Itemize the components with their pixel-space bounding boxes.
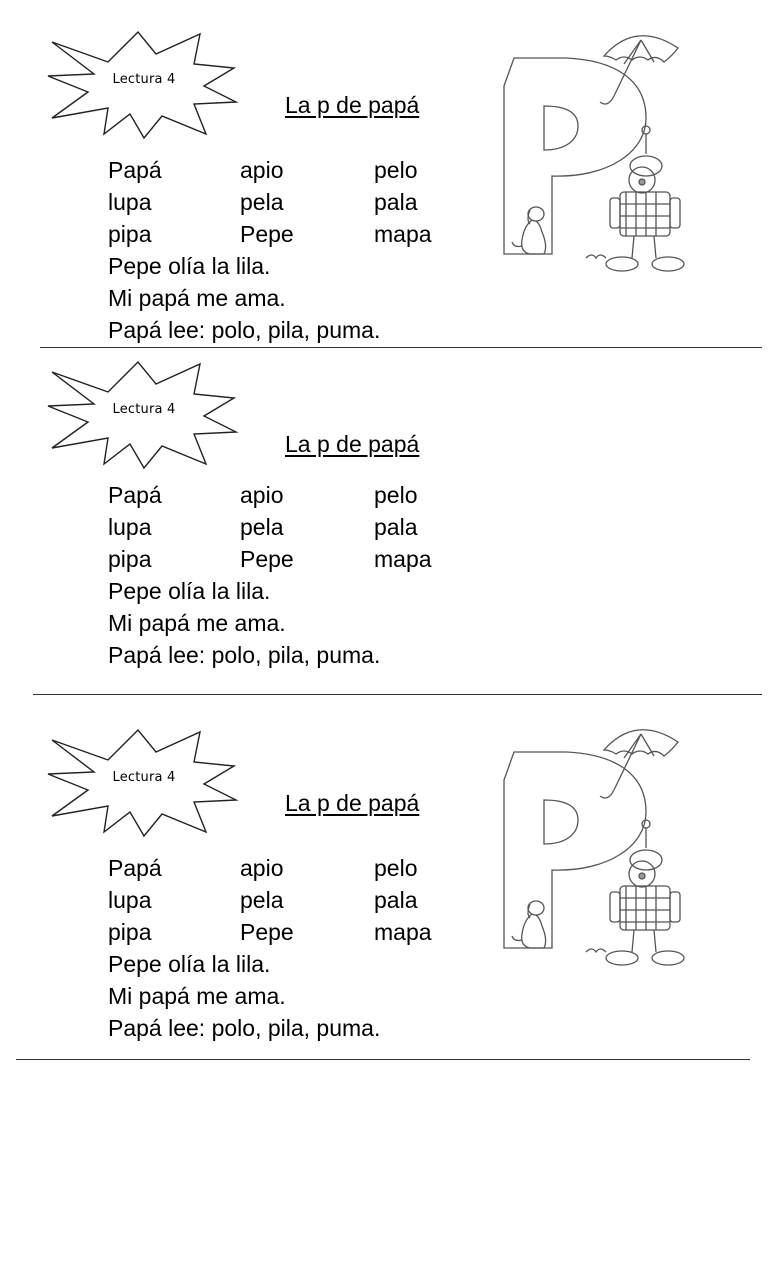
word-row bbox=[108, 543, 432, 575]
letter-p-clown-dog-umbrella-illustration bbox=[496, 26, 700, 276]
word-row bbox=[108, 884, 418, 916]
reading-sentence: Pepe olía la lila. bbox=[108, 253, 271, 279]
word: mapa bbox=[374, 221, 432, 247]
word: pela bbox=[240, 514, 284, 540]
word: pelo bbox=[374, 855, 418, 881]
reading-card bbox=[0, 26, 768, 347]
word: pipa bbox=[108, 221, 152, 247]
word: Pepe bbox=[240, 546, 294, 572]
letter-p-clown-dog-umbrella-illustration bbox=[496, 720, 700, 970]
section-divider bbox=[16, 1059, 750, 1060]
word: apio bbox=[240, 157, 284, 183]
lectura-badge-label: Lectura 4 bbox=[112, 402, 176, 417]
reading-sentence: Papá lee: polo, pila, puma. bbox=[108, 317, 381, 343]
word: lupa bbox=[108, 514, 152, 540]
word: pipa bbox=[108, 919, 152, 945]
reading-sentence: Mi papá me ama. bbox=[108, 610, 286, 636]
reading-title: La p de papá bbox=[285, 92, 420, 118]
word: mapa bbox=[374, 919, 432, 945]
lectura-badge-label: Lectura 4 bbox=[112, 770, 176, 785]
word-row bbox=[108, 479, 418, 511]
letter-p-illustration bbox=[496, 720, 700, 970]
reading-card bbox=[0, 358, 768, 694]
word: lupa bbox=[108, 189, 152, 215]
word: apio bbox=[240, 482, 284, 508]
lectura-badge bbox=[46, 726, 242, 838]
letter-p-illustration bbox=[496, 26, 700, 276]
reading-sentence: Pepe olía la lila. bbox=[108, 578, 271, 604]
word-row bbox=[108, 916, 432, 948]
word: Papá bbox=[108, 157, 162, 183]
word-row bbox=[108, 186, 418, 218]
word: pelo bbox=[374, 157, 418, 183]
reading-title: La p de papá bbox=[285, 790, 420, 816]
word: apio bbox=[240, 855, 284, 881]
reading-sentence: Pepe olía la lila. bbox=[108, 951, 271, 977]
word: pala bbox=[374, 887, 418, 913]
lectura-badge bbox=[46, 358, 242, 470]
section-divider bbox=[33, 694, 762, 695]
word: pipa bbox=[108, 546, 152, 572]
word-list bbox=[108, 154, 432, 346]
word: mapa bbox=[374, 546, 432, 572]
word: pelo bbox=[374, 482, 418, 508]
reading-card bbox=[0, 724, 768, 1059]
lectura-badge bbox=[46, 28, 242, 140]
word: Pepe bbox=[240, 221, 294, 247]
reading-sentence: Mi papá me ama. bbox=[108, 285, 286, 311]
word-row bbox=[108, 154, 418, 186]
word: pela bbox=[240, 189, 284, 215]
reading-sentence: Papá lee: polo, pila, puma. bbox=[108, 642, 381, 668]
section-divider bbox=[40, 347, 762, 348]
reading-sentence: Mi papá me ama. bbox=[108, 983, 286, 1009]
reading-sentence: Papá lee: polo, pila, puma. bbox=[108, 1015, 381, 1041]
word: lupa bbox=[108, 887, 152, 913]
reading-title: La p de papá bbox=[285, 431, 420, 457]
word: pala bbox=[374, 189, 418, 215]
word-row bbox=[108, 511, 418, 543]
lectura-badge-label: Lectura 4 bbox=[112, 72, 176, 87]
word-list bbox=[108, 479, 432, 671]
word-row bbox=[108, 852, 418, 884]
word-row bbox=[108, 218, 432, 250]
word: Papá bbox=[108, 855, 162, 881]
word: Papá bbox=[108, 482, 162, 508]
word: Pepe bbox=[240, 919, 294, 945]
word: pala bbox=[374, 514, 418, 540]
word: pela bbox=[240, 887, 284, 913]
word-list bbox=[108, 852, 432, 1044]
